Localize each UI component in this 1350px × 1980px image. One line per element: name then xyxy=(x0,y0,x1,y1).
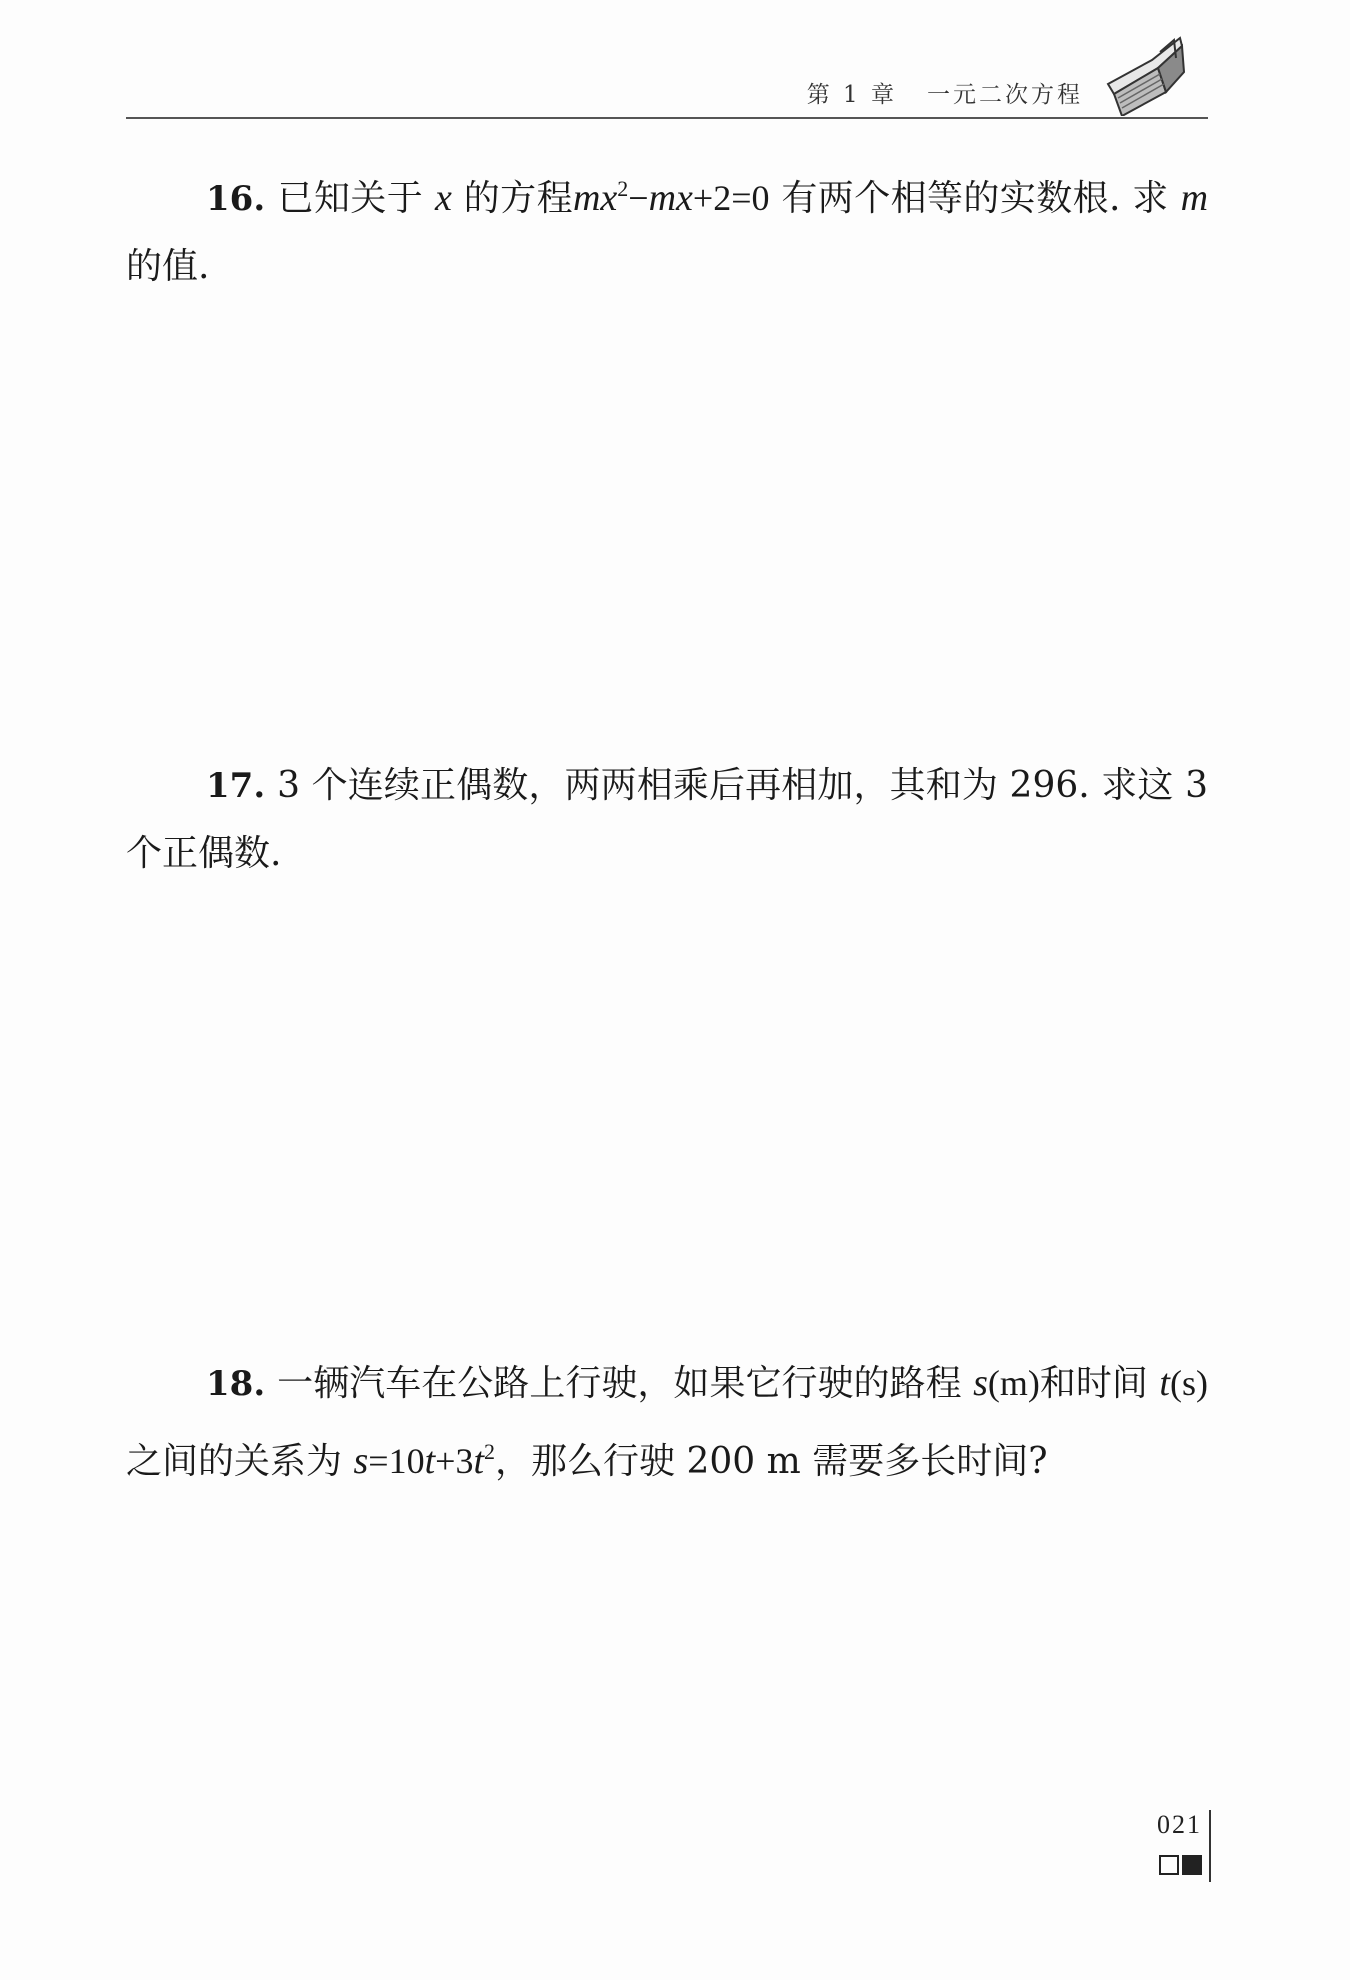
unit-text: (m) xyxy=(987,1363,1040,1403)
filled-square-icon xyxy=(1182,1855,1202,1875)
problem-text: ，那么行驶 200 m 需要多长时间? xyxy=(495,1441,1048,1482)
math-operator: − xyxy=(628,178,649,218)
problem-18 xyxy=(126,1350,1208,1495)
math-operator: =10 xyxy=(368,1441,425,1481)
problem-number: 17. xyxy=(206,766,266,806)
empty-square-icon xyxy=(1159,1855,1179,1875)
problem-number: 18. xyxy=(206,1364,266,1404)
math-variable: t xyxy=(424,1440,436,1482)
math-term: mx xyxy=(648,177,693,219)
problem-text: 的值. xyxy=(126,246,210,287)
problem-text: 之间的关系为 xyxy=(126,1441,343,1482)
problem-text: 和时间 xyxy=(1039,1363,1148,1404)
problem-text: 一辆汽车在公路上行驶，如果它行驶的路程 xyxy=(277,1363,962,1404)
problem-16 xyxy=(126,155,1208,300)
math-term: mx xyxy=(572,177,618,219)
unit-text: (s) xyxy=(1169,1363,1208,1403)
math-variable: x xyxy=(435,177,452,219)
problem-text: 已知关于 xyxy=(277,178,424,219)
footer-rule xyxy=(1209,1810,1211,1882)
footer-marker xyxy=(1159,1855,1202,1875)
math-operator: +2=0 xyxy=(692,178,770,218)
math-variable: s xyxy=(973,1362,988,1404)
math-variable: t xyxy=(1159,1362,1170,1404)
math-variable: t xyxy=(473,1440,485,1482)
problem-text: 的方程 xyxy=(463,178,573,219)
running-head xyxy=(807,76,1083,109)
math-exponent: 2 xyxy=(617,176,629,201)
header-rule xyxy=(126,117,1208,119)
page-header xyxy=(126,30,1208,120)
problem-text: 有两个相等的实数根. 求 xyxy=(781,178,1169,219)
math-operator: +3 xyxy=(435,1441,474,1481)
page-number: 021 xyxy=(1157,1810,1202,1839)
chapter-title: 一元二次方程 xyxy=(927,82,1083,108)
math-exponent: 2 xyxy=(484,1439,496,1464)
chapter-label: 第 1 章 xyxy=(806,82,897,108)
math-variable: m xyxy=(1180,177,1209,219)
math-variable: s xyxy=(353,1440,369,1482)
problem-17 xyxy=(126,752,1208,887)
problem-text: 3 个连续正偶数，两两相乘后再相加，其和为 296. 求这 3 个正偶数. xyxy=(126,765,1208,874)
problem-number: 16. xyxy=(206,179,266,219)
book-icon xyxy=(1100,32,1186,116)
